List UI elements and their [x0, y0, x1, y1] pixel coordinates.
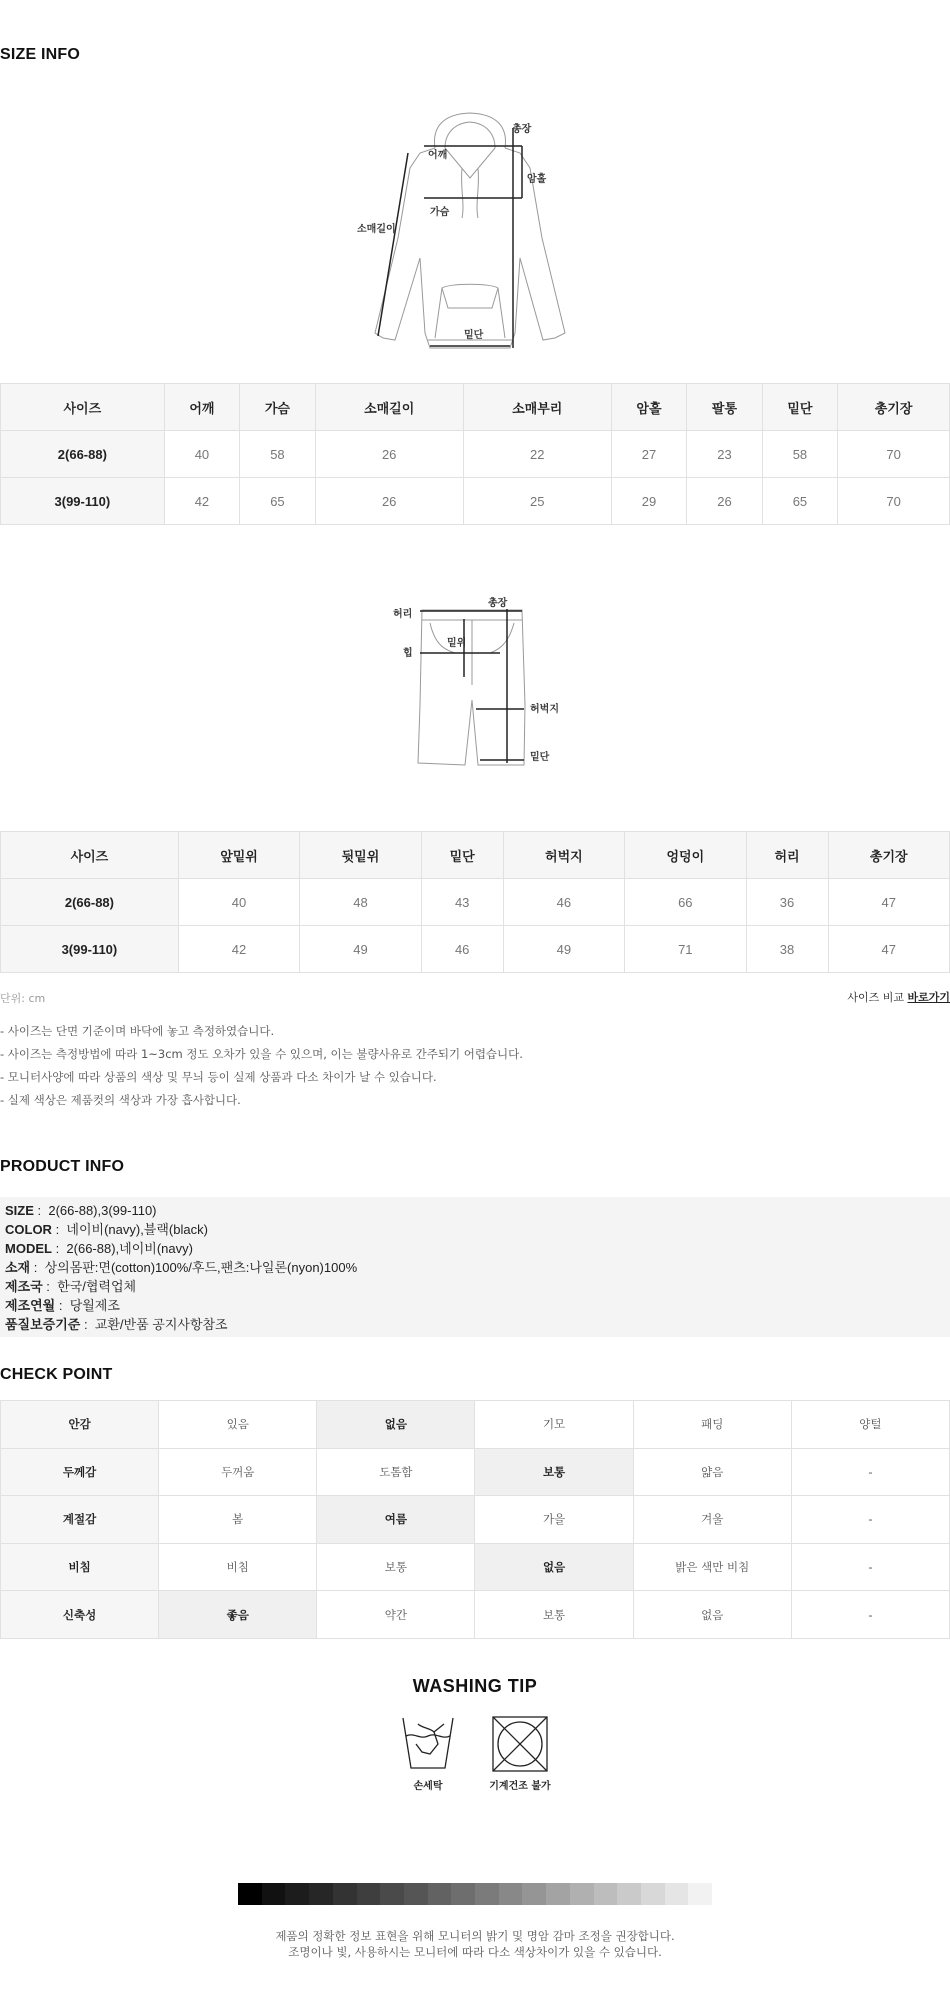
product-info-label: MODEL [5, 1241, 52, 1256]
table-cell: 40 [164, 431, 239, 478]
table-header: 소매길이 [315, 384, 463, 431]
product-info-title: PRODUCT INFO [0, 1158, 125, 1175]
table-row [1, 1543, 950, 1591]
pants-label-hip: 힙 [403, 648, 413, 659]
check-point-option: 밝은 색만 비침 [633, 1543, 791, 1591]
pants-label-rise: 밑위 [447, 638, 467, 649]
wash-label: 기계건조 불가 [489, 1781, 551, 1792]
check-point-option: 겨울 [633, 1496, 791, 1544]
check-point-option: - [791, 1591, 949, 1639]
table-cell: 65 [240, 478, 315, 525]
table-row [1, 478, 950, 525]
gradient-swatch [380, 1883, 404, 1905]
product-info-row: 제조국 : 한국/협력업체 [5, 1279, 137, 1294]
product-info-row: 소재 : 상의몸판:면(cotton)100%/후드,팬츠:나일론(nyon)100% [5, 1260, 358, 1275]
check-point-option: 양털 [791, 1401, 949, 1449]
gradient-swatch [309, 1883, 333, 1905]
table-header: 뒷밑위 [300, 832, 421, 879]
product-info-label: 제조국 [5, 1279, 43, 1294]
table-cell: 25 [463, 478, 611, 525]
gradient-swatch [333, 1883, 357, 1905]
footer-line: 제품의 정확한 정보 표현을 위해 모니터의 밝기 및 명암 감마 조정을 권장합니다. [275, 1929, 675, 1943]
check-point-option: - [791, 1448, 949, 1496]
gradient-swatch [617, 1883, 641, 1905]
product-info-row: MODEL : 2(66-88),네이비(navy) [5, 1241, 193, 1256]
table-row [1, 1591, 950, 1639]
size-info-title: SIZE INFO [0, 46, 81, 63]
check-point-option: 보통 [475, 1591, 633, 1639]
table-cell: 26 [687, 478, 762, 525]
table-header: 앞밑위 [178, 832, 299, 879]
wash-item [480, 1714, 560, 1792]
table-cell: 49 [300, 926, 421, 973]
hoodie-label-total-length: 총장 [512, 124, 532, 135]
product-info-label: 제조연월 [5, 1298, 56, 1313]
product-info-value: 2(66-88),3(99-110) [48, 1203, 157, 1218]
gradient-swatch [522, 1883, 546, 1905]
pants-label-total-length: 총장 [488, 598, 508, 609]
check-point-option-selected: 여름 [317, 1496, 475, 1544]
table-header: 암홀 [611, 384, 686, 431]
table-cell: 23 [687, 431, 762, 478]
check-point-option: 두꺼움 [159, 1448, 317, 1496]
table-cell: 26 [315, 431, 463, 478]
table-cell: 70 [838, 431, 950, 478]
check-point-option: 기모 [475, 1401, 633, 1449]
table-row [1, 431, 950, 478]
check-point-option-selected: 보통 [475, 1448, 633, 1496]
wash-label: 손세탁 [413, 1781, 443, 1792]
table-cell: 65 [762, 478, 837, 525]
note-line: - 사이즈는 측정방법에 따라 1~3cm 정도 오차가 있을 수 있으며, 이는 불량사유로 간주되기 어렵습니다. [0, 1047, 523, 1061]
table-header: 소매부리 [463, 384, 611, 431]
table-cell: 3(99-110) [1, 478, 165, 525]
gradient-swatch [546, 1883, 570, 1905]
gradient-swatch [688, 1883, 712, 1905]
top-size-table [0, 383, 950, 525]
gradient-swatch [262, 1883, 286, 1905]
note-line: - 사이즈는 단면 기준이며 바닥에 놓고 측정하였습니다. [0, 1024, 275, 1038]
gradient-swatch [238, 1883, 262, 1905]
gradient-swatch [475, 1883, 499, 1905]
product-info-label: SIZE [5, 1203, 34, 1218]
check-point-option: 가을 [475, 1496, 633, 1544]
table-cell: 66 [625, 879, 746, 926]
table-header: 사이즈 [1, 832, 179, 879]
check-point-label: 비침 [1, 1543, 159, 1591]
product-info-value: 네이비(navy),블랙(black) [66, 1222, 208, 1237]
table-cell: 43 [421, 879, 503, 926]
table-cell: 46 [421, 926, 503, 973]
table-header: 밑단 [421, 832, 503, 879]
hoodie-label-shoulder: 어깨 [428, 150, 448, 161]
table-row [1, 1401, 950, 1449]
table-header: 가슴 [240, 384, 315, 431]
product-info-row: 품질보증기준 : 교환/반품 공지사항참조 [5, 1317, 228, 1332]
size-compare-prefix: 사이즈 비교 [847, 991, 908, 1004]
check-point-label: 두께감 [1, 1448, 159, 1496]
product-info-value: 한국/협력업체 [57, 1279, 137, 1294]
table-cell: 47 [828, 879, 949, 926]
washing-tip-title: WASHING TIP [412, 1676, 538, 1696]
gradient-swatch [428, 1883, 452, 1905]
table-cell: 46 [503, 879, 624, 926]
check-point-label: 계절감 [1, 1496, 159, 1544]
table-row [1, 926, 950, 973]
note-line: - 모니터사양에 따라 상품의 색상 및 무늬 등이 실제 상품과 다소 차이가 날 수 있습니다. [0, 1070, 437, 1084]
hand-wash-icon [400, 1714, 456, 1774]
check-point-option: 보통 [317, 1543, 475, 1591]
check-point-option: 비침 [159, 1543, 317, 1591]
product-info-box [0, 1197, 950, 1337]
table-row [1, 879, 950, 926]
table-cell: 48 [300, 879, 421, 926]
check-point-label: 안감 [1, 1401, 159, 1449]
product-info-value: 상의몸판:면(cotton)100%/후드,팬츠:나일론(nyon)100% [44, 1260, 358, 1275]
table-cell: 71 [625, 926, 746, 973]
table-cell: 29 [611, 478, 686, 525]
table-header: 어깨 [164, 384, 239, 431]
gradient-swatch [665, 1883, 689, 1905]
no-tumble-dry-icon [490, 1714, 550, 1774]
gradient-swatch [570, 1883, 594, 1905]
table-cell: 40 [178, 879, 299, 926]
check-point-label: 신축성 [1, 1591, 159, 1639]
check-point-option-selected: 없음 [317, 1401, 475, 1449]
table-header-row [1, 384, 950, 431]
size-notes [0, 1020, 523, 1112]
product-info-label: 소재 [5, 1260, 31, 1275]
table-header: 밑단 [762, 384, 837, 431]
gradient-swatch [594, 1883, 618, 1905]
table-cell: 42 [178, 926, 299, 973]
table-header: 허리 [746, 832, 828, 879]
check-point-option: 있음 [159, 1401, 317, 1449]
table-header: 총기장 [838, 384, 950, 431]
gradient-swatch [357, 1883, 381, 1905]
check-point-option-selected: 없음 [475, 1543, 633, 1591]
check-point-option: 없음 [633, 1591, 791, 1639]
pants-label-waist: 허리 [393, 609, 413, 620]
pants-label-hem: 밑단 [530, 752, 550, 763]
table-cell: 3(99-110) [1, 926, 179, 973]
table-cell: 47 [828, 926, 949, 973]
check-point-table [0, 1400, 950, 1639]
table-cell: 42 [164, 478, 239, 525]
note-line: - 실제 색상은 제품컷의 색상과 가장 흡사합니다. [0, 1093, 241, 1107]
pants-label-thigh: 허벅지 [530, 704, 559, 715]
product-info-value: 2(66-88),네이비(navy) [66, 1241, 193, 1256]
hoodie-label-sleeve-length: 소매길이 [357, 224, 396, 235]
table-cell: 58 [762, 431, 837, 478]
footer-line: 조명이나 빛, 사용하시는 모니터에 따라 다소 색상차이가 있을 수 있습니다. [288, 1945, 662, 1959]
hoodie-label-chest: 가슴 [430, 207, 450, 218]
gradient-swatch [499, 1883, 523, 1905]
table-cell: 38 [746, 926, 828, 973]
product-info-row: COLOR : 네이비(navy),블랙(black) [5, 1222, 208, 1237]
product-info-value: 교환/반품 공지사항참조 [94, 1317, 228, 1332]
bottom-size-table [0, 831, 950, 973]
size-compare-link[interactable] [847, 989, 950, 1005]
product-info-label: COLOR [5, 1222, 52, 1237]
gradient-swatch [285, 1883, 309, 1905]
product-info-label: 품질보증기준 [5, 1317, 81, 1332]
check-point-option: 얇음 [633, 1448, 791, 1496]
wash-item [398, 1714, 458, 1792]
table-header: 총기장 [828, 832, 949, 879]
check-point-option: 약간 [317, 1591, 475, 1639]
product-info-row: SIZE : 2(66-88),3(99-110) [5, 1203, 157, 1218]
table-cell: 36 [746, 879, 828, 926]
table-header: 엉덩이 [625, 832, 746, 879]
footer-note [0, 1928, 950, 1960]
pants-diagram [410, 605, 530, 770]
check-point-option: 패딩 [633, 1401, 791, 1449]
hoodie-label-armhole: 암홀 [527, 174, 547, 185]
hoodie-label-hem: 밑단 [464, 330, 484, 341]
table-cell: 22 [463, 431, 611, 478]
check-point-option: 도톰함 [317, 1448, 475, 1496]
table-header: 허벅지 [503, 832, 624, 879]
table-cell: 27 [611, 431, 686, 478]
product-info-value: 당월제조 [69, 1298, 120, 1313]
table-header: 사이즈 [1, 384, 165, 431]
table-cell: 2(66-88) [1, 879, 179, 926]
table-row [1, 1496, 950, 1544]
check-point-option: - [791, 1543, 949, 1591]
table-header-row [1, 832, 950, 879]
gradient-swatch [404, 1883, 428, 1905]
table-header: 팔통 [687, 384, 762, 431]
table-row [1, 1448, 950, 1496]
table-cell: 70 [838, 478, 950, 525]
check-point-option: - [791, 1496, 949, 1544]
monitor-calibration-bar [238, 1883, 712, 1905]
gradient-swatch [451, 1883, 475, 1905]
table-cell: 2(66-88) [1, 431, 165, 478]
check-point-option-selected: 좋음 [159, 1591, 317, 1639]
product-info-row: 제조연월 : 당월제조 [5, 1298, 120, 1313]
table-cell: 58 [240, 431, 315, 478]
gradient-swatch [641, 1883, 665, 1905]
check-point-title: CHECK POINT [0, 1366, 113, 1383]
table-cell: 49 [503, 926, 624, 973]
table-cell: 26 [315, 478, 463, 525]
check-point-option: 봄 [159, 1496, 317, 1544]
unit-label: 단위: cm [0, 992, 46, 1005]
size-compare-link-text[interactable]: 바로가기 [907, 991, 950, 1004]
